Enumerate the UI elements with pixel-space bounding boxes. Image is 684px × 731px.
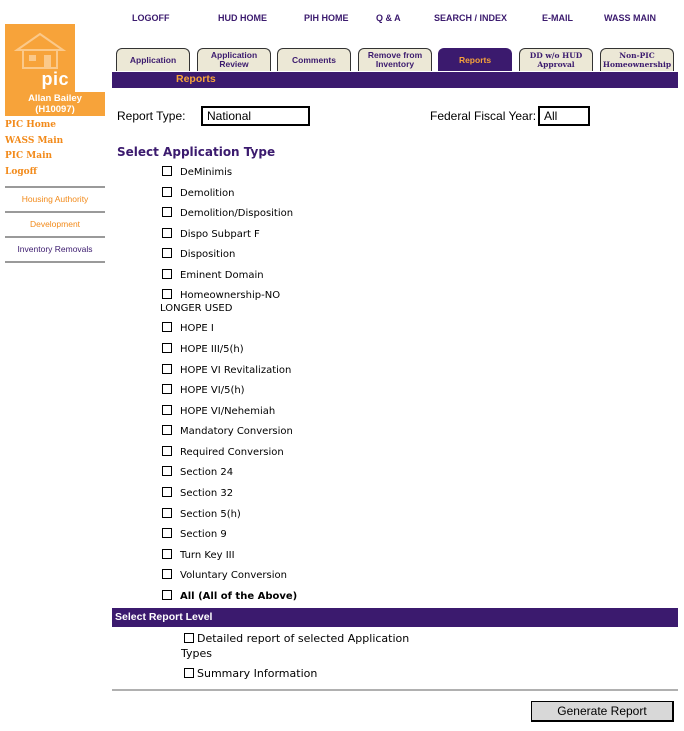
app-type-hope-vi-nehemiah: HOPE VI/Nehemiah	[162, 405, 275, 417]
nav-email-link[interactable]: E-MAIL	[542, 13, 573, 23]
select-report-level-bar	[112, 608, 678, 627]
app-type-hope-vi-5h: HOPE VI/5(h)	[162, 384, 245, 396]
checkbox[interactable]	[162, 322, 172, 332]
house-icon	[13, 30, 67, 70]
nav-hud-home-link[interactable]: HUD HOME	[218, 13, 267, 23]
checkbox[interactable]	[162, 228, 172, 238]
app-type-section-5h: Section 5(h)	[162, 508, 241, 520]
logoff-link[interactable]: Logoff	[5, 166, 38, 177]
app-type-deminimis: DeMinimis	[162, 166, 232, 178]
nav-pih-home-link[interactable]: PIH HOME	[304, 13, 349, 23]
tab-reports[interactable]: Reports	[438, 48, 512, 71]
footer-divider	[112, 689, 678, 691]
user-id: (H10097)	[35, 104, 75, 115]
nav-qa-link[interactable]: Q & A	[376, 13, 401, 23]
tab-application-review[interactable]: Application Review	[197, 48, 271, 71]
checkbox[interactable]	[162, 166, 172, 176]
checkbox[interactable]	[162, 207, 172, 217]
app-type-hope-iii-5h: HOPE III/5(h)	[162, 343, 244, 355]
report-type-field[interactable]: National	[201, 106, 310, 126]
tab-non-pic-homeownership[interactable]: Non-PIC Homeownership	[600, 48, 674, 71]
report-type-label: Report Type:	[117, 109, 186, 123]
checkbox[interactable]	[162, 446, 172, 456]
checkbox[interactable]	[162, 466, 172, 476]
checkbox[interactable]	[162, 364, 172, 374]
tab-comments[interactable]: Comments	[277, 48, 351, 71]
tab-dd-without-hud-approval[interactable]: DD w/o HUD Approval	[519, 48, 593, 71]
wass-main-link[interactable]: WASS Main	[5, 135, 64, 146]
tab-bar	[116, 48, 676, 72]
checkbox[interactable]	[162, 289, 172, 299]
logo-text: pic	[41, 69, 69, 89]
app-type-mandatory-conversion: Mandatory Conversion	[162, 425, 293, 437]
checkbox[interactable]	[162, 487, 172, 497]
app-type-section-9: Section 9	[162, 528, 227, 540]
nav-search-index-link[interactable]: SEARCH / INDEX	[434, 13, 508, 23]
checkbox[interactable]	[162, 425, 172, 435]
top-nav	[112, 13, 672, 27]
app-type-section-32: Section 32	[162, 487, 233, 499]
checkbox[interactable]	[162, 405, 172, 415]
checkbox[interactable]	[162, 549, 172, 559]
checkbox[interactable]	[162, 269, 172, 279]
app-type-homeownership-wrap: LONGER USED	[160, 303, 233, 314]
menu-development[interactable]: Development	[5, 211, 105, 236]
app-type-homeownership: Homeownership-NO	[162, 289, 280, 301]
app-type-demolition-disposition: Demolition/Disposition	[162, 207, 293, 219]
app-type-section-24: Section 24	[162, 466, 233, 478]
tab-application[interactable]: Application	[116, 48, 190, 71]
checkbox[interactable]	[184, 668, 194, 678]
checkbox[interactable]	[162, 508, 172, 518]
left-links	[5, 120, 63, 182]
subtab-reports[interactable]: Reports	[176, 73, 216, 85]
checkbox[interactable]	[162, 384, 172, 394]
ffy-label: Federal Fiscal Year:	[430, 109, 537, 123]
checkbox[interactable]	[162, 569, 172, 579]
level-detailed-wrap: Types	[181, 647, 212, 660]
menu-divider	[5, 261, 105, 263]
checkbox[interactable]	[162, 187, 172, 197]
app-type-turn-key-iii: Turn Key III	[162, 549, 235, 561]
left-menu	[5, 186, 105, 263]
pic-main-link[interactable]: PIC Main	[5, 151, 53, 161]
menu-inventory-removals[interactable]: Inventory Removals	[5, 236, 105, 261]
checkbox[interactable]	[162, 528, 172, 538]
ffy-field[interactable]: All	[538, 106, 590, 126]
app-type-dispo-subpart-f: Dispo Subpart F	[162, 228, 260, 240]
menu-housing-authority[interactable]: Housing Authority	[5, 186, 105, 211]
generate-report-button[interactable]: Generate Report	[531, 701, 674, 722]
checkbox[interactable]	[162, 248, 172, 258]
nav-logoff-link[interactable]: LOGOFF	[132, 13, 170, 23]
user-name: Allan Bailey	[28, 93, 82, 104]
subtab-bar	[112, 72, 678, 88]
select-report-level-title: Select Report Level	[115, 611, 213, 623]
app-type-demolition: Demolition	[162, 187, 234, 199]
pic-home-link[interactable]: PIC Home	[5, 120, 57, 130]
app-type-all: All (All of the Above)	[162, 590, 297, 602]
checkbox[interactable]	[184, 633, 194, 643]
level-detailed-option: Detailed report of selected Application	[184, 632, 409, 645]
select-application-type-title: Select Application Type	[117, 145, 276, 159]
app-type-required-conversion: Required Conversion	[162, 446, 284, 458]
app-type-eminent-domain: Eminent Domain	[162, 269, 264, 281]
pic-logo	[5, 24, 75, 92]
checkbox[interactable]	[162, 590, 172, 600]
app-type-hope-i: HOPE I	[162, 322, 214, 334]
tab-remove-from-inventory[interactable]: Remove from Inventory	[358, 48, 432, 71]
nav-wass-main-link[interactable]: WASS MAIN	[604, 13, 657, 23]
user-info	[5, 92, 105, 116]
app-type-disposition: Disposition	[162, 248, 235, 260]
level-summary-option: Summary Information	[184, 667, 317, 680]
app-type-voluntary-conversion: Voluntary Conversion	[162, 569, 287, 581]
app-type-hope-vi-revitalization: HOPE VI Revitalization	[162, 364, 291, 376]
checkbox[interactable]	[162, 343, 172, 353]
